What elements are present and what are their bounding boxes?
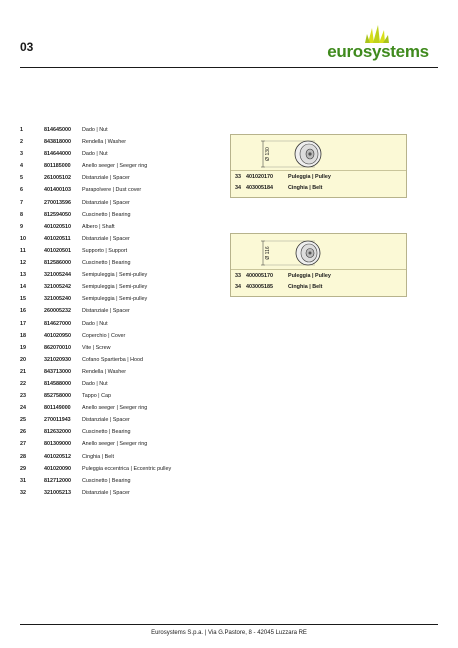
detail-position: 33 (235, 273, 241, 279)
diameter-label: Ø 130 (265, 147, 271, 161)
part-position: 6 (20, 187, 23, 194)
part-code: 801309000 (44, 441, 71, 448)
part-row (20, 318, 220, 330)
part-position: 7 (20, 199, 23, 206)
part-position: 17 (20, 320, 26, 327)
part-row (20, 305, 220, 317)
part-row (20, 475, 220, 487)
part-description: Rendella | Washer (82, 139, 127, 146)
part-code: 843818000 (44, 139, 71, 146)
part-position: 5 (20, 175, 23, 182)
detail-description: Puleggia | Pulley (288, 273, 331, 279)
part-position: 9 (20, 223, 23, 230)
part-position: 25 (20, 417, 26, 424)
detail-position: 33 (235, 174, 241, 180)
detail-code: 403005185 (246, 284, 273, 290)
part-code: 812712000 (44, 477, 71, 484)
part-row (20, 221, 220, 233)
part-code: 401020090 (44, 465, 71, 472)
part-position: 31 (20, 477, 26, 484)
pulley-detail-box-1 (230, 134, 407, 198)
part-code: 321005213 (44, 489, 71, 496)
part-row (20, 233, 220, 245)
part-description: Distanziale | Spacer (82, 308, 130, 315)
part-row (20, 245, 220, 257)
part-row (20, 438, 220, 450)
part-position: 19 (20, 344, 26, 351)
part-row (20, 293, 220, 305)
part-description: Rendella | Washer (82, 368, 127, 375)
part-description: Distanziale | Spacer (82, 199, 130, 206)
part-position: 14 (20, 284, 26, 291)
part-position: 28 (20, 453, 26, 460)
part-row (20, 426, 220, 438)
part-row (20, 402, 220, 414)
part-description: Albero | Shaft (82, 223, 115, 230)
detail-code: 403005184 (246, 185, 273, 191)
part-position: 27 (20, 441, 26, 448)
part-position: 3 (20, 151, 23, 158)
part-position: 22 (20, 380, 26, 387)
pulley-diagram (255, 139, 325, 169)
brand-logo (316, 24, 440, 64)
part-code: 401020510 (44, 223, 71, 230)
part-position: 1 (20, 127, 23, 133)
part-row (20, 257, 220, 269)
part-row (20, 172, 220, 184)
part-position: 4 (20, 163, 23, 170)
part-position: 18 (20, 332, 26, 339)
part-description: Parapolvere | Dust cover (82, 187, 142, 194)
diameter-label: Ø 116 (265, 246, 271, 260)
part-position: 20 (20, 356, 26, 363)
detail-code: 400005170 (246, 273, 273, 279)
part-row (20, 487, 220, 499)
part-code: 814645000 (44, 127, 71, 133)
detail-row (235, 172, 403, 183)
part-row (20, 463, 220, 475)
part-description: Coperchio | Cover (82, 332, 126, 339)
detail-position: 34 (235, 185, 241, 191)
part-row (20, 366, 220, 378)
part-code: 852758000 (44, 393, 71, 400)
part-position: 23 (20, 393, 26, 400)
part-row (20, 269, 220, 281)
part-code: 812586000 (44, 260, 71, 267)
part-row (20, 330, 220, 342)
part-description: Anello seeger | Seeger ring (82, 405, 148, 412)
part-row (20, 378, 220, 390)
part-position: 15 (20, 296, 26, 303)
part-description: Dado | Nut (82, 380, 108, 387)
detail-description: Cinghia | Belt (288, 284, 323, 290)
part-position: 13 (20, 272, 26, 279)
part-code: 801149000 (44, 405, 71, 412)
part-row (20, 160, 220, 172)
part-row (20, 148, 220, 160)
part-code: 321020930 (44, 356, 71, 363)
footer-divider (20, 624, 438, 625)
part-description: Puleggia eccentrica | Eccentric pulley (82, 465, 172, 472)
part-code: 814627000 (44, 320, 71, 327)
part-position: 10 (20, 235, 26, 242)
part-code: 270011943 (44, 417, 71, 424)
part-code: 261005102 (44, 175, 71, 182)
part-description: Semipuleggia | Semi-pulley (82, 284, 148, 291)
part-code: 843713000 (44, 368, 71, 375)
part-description: Vite | Screw (82, 344, 111, 351)
part-description: Dado | Nut (82, 151, 108, 158)
parts-list (20, 124, 220, 499)
box-divider (231, 170, 406, 171)
detail-description: Cinghia | Belt (288, 185, 323, 191)
part-code: 401020950 (44, 332, 71, 339)
part-row (20, 136, 220, 148)
part-description: Cofano Spartierba | Hood (82, 356, 144, 363)
part-description: Distanziale | Spacer (82, 235, 130, 242)
part-code: 321005244 (44, 272, 71, 279)
pulley-detail-box-2 (230, 233, 407, 297)
part-position: 8 (20, 211, 23, 218)
part-row (20, 184, 220, 196)
part-description: Cuscinetto | Bearing (82, 211, 131, 218)
part-code: 812594050 (44, 211, 71, 218)
part-position: 29 (20, 465, 26, 472)
part-row (20, 390, 220, 402)
page-number: 03 (20, 40, 34, 54)
part-code: 814644000 (44, 151, 71, 158)
grass-tuft-icon (362, 24, 392, 44)
part-position: 2 (20, 139, 23, 146)
detail-row (235, 282, 403, 293)
part-description: Tappo | Cap (82, 393, 111, 400)
part-description: Cuscinetto | Bearing (82, 477, 131, 484)
part-position: 26 (20, 429, 26, 436)
detail-description: Puleggia | Pulley (288, 174, 331, 180)
part-code: 812632000 (44, 429, 71, 436)
part-description: Semipuleggia | Semi-pulley (82, 272, 148, 279)
detail-position: 34 (235, 284, 241, 290)
part-row (20, 197, 220, 209)
part-description: Semipuleggia | Semi-pulley (82, 296, 148, 303)
part-row (20, 281, 220, 293)
part-position: 21 (20, 368, 26, 375)
part-code: 401020501 (44, 247, 71, 254)
part-code: 260005232 (44, 308, 71, 315)
part-row (20, 342, 220, 354)
part-row (20, 451, 220, 463)
detail-row (235, 183, 403, 194)
part-description: Distanziale | Spacer (82, 175, 130, 182)
part-position: 32 (20, 489, 26, 496)
part-code: 801185000 (44, 163, 71, 170)
part-row (20, 209, 220, 221)
part-description: Dado | Nut (82, 127, 108, 133)
part-code: 862070010 (44, 344, 71, 351)
footer-address: Eurosystems S.p.a. | Via G.Pastore, 8 - 42045 Luzzara RE (151, 630, 307, 636)
pulley-diagram (255, 238, 325, 268)
part-description: Supporto | Support (82, 247, 128, 254)
part-code: 401020511 (44, 235, 71, 242)
part-description: Anello seeger | Seeger ring (82, 163, 148, 170)
part-code: 321005240 (44, 296, 71, 303)
part-description: Cuscinetto | Bearing (82, 260, 131, 267)
part-description: Anello seeger | Seeger ring (82, 441, 148, 448)
part-position: 24 (20, 405, 26, 412)
part-row (20, 414, 220, 426)
part-code: 270013596 (44, 199, 71, 206)
part-row (20, 124, 220, 136)
part-description: Cuscinetto | Bearing (82, 429, 131, 436)
part-description: Distanziale | Spacer (82, 417, 130, 424)
detail-row (235, 271, 403, 282)
part-code: 401400103 (44, 187, 71, 194)
part-description: Dado | Nut (82, 320, 108, 327)
box-divider (231, 269, 406, 270)
part-code: 321005242 (44, 284, 71, 291)
part-position: 12 (20, 260, 26, 267)
header-divider (20, 67, 438, 68)
part-code: 814588000 (44, 380, 71, 387)
part-position: 11 (20, 247, 26, 254)
brand-name: eurosystems (327, 42, 429, 61)
part-position: 16 (20, 308, 26, 315)
part-code: 401020512 (44, 453, 71, 460)
part-row (20, 354, 220, 366)
part-description: Cinghia | Belt (82, 453, 114, 460)
part-description: Distanziale | Spacer (82, 489, 130, 496)
detail-code: 401020170 (246, 174, 273, 180)
